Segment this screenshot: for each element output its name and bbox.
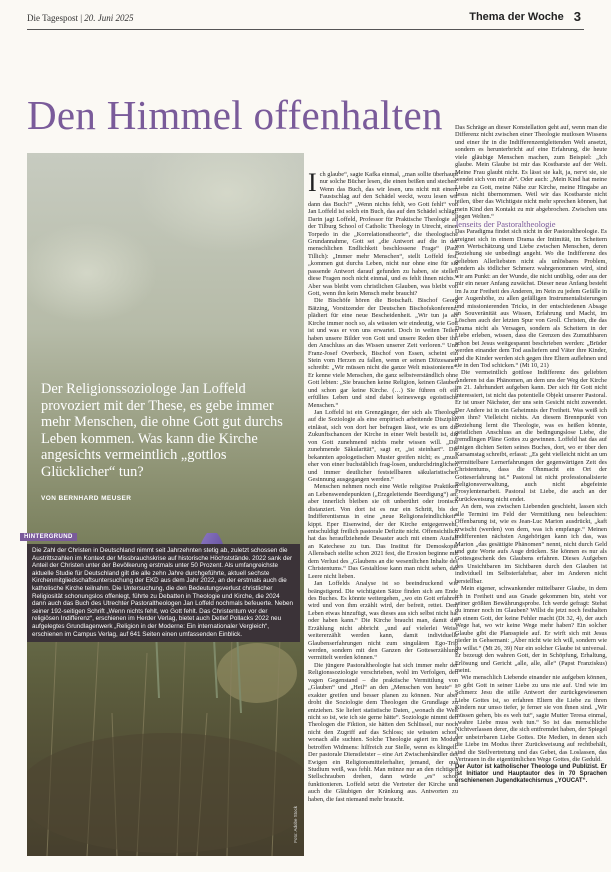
paragraph (308, 171, 458, 297)
paragraph: Das Paradigma findet sich nicht in der Pastoraltheologie. Es ereignet sich in einem Drama der Intimität, im Scheitern von Wertschätzung und Liebe zwischen Menschen, deren Beziehung sie unbedingt angeht. Wo die Indifferenz des geliebten Allerliebsten nicht als unlösbares Problem, sondern als tödlicher Schmerz wahrgenommen wird, sind wir am Punkt: an der Wunde, die nicht unüblig, oder aus der mir ein neuer Anfang zuwächst. Dieser neue Anfang besteht im Ja zur Freiheit des Anderen, im Nein zu jedem Gefälle in der Augenhöhe, zu allen gefälligen Instrumentalisierungen und missionierenden Tricks, in der entschiedenen Absage an Souveränität aus Wissen, Erfahrung und Macht, im Löschen auch der letzten Spur von Groll. Christen, die das Drama nicht als Versagen, sondern als Scheitern in der Liebe erleben, wissen, dass die Grenzen des Zumuthbaren schon bei Jesus weitgespannt beschrieben werden: „Brüder werden einander dem Tod ausliefern und Väter ihre Kinder, und die Kinder werden sich gegen ihre Eltern auflehnen und sie in den Tod schicken.“ (Mt 10, 21) (455, 228, 607, 369)
paragraph: Wie menschlich Liebende einander nie aufgeben können, so gibt Gott in seiner Liebe zu uns nie auf. Und wie im Schmerz Jesu die stille Antwort der zurückgewiesenen Liebe Gottes ist, so erfahren Eltern die Liebe zu ihren Kindern nur umso tiefer, je ferner sie von ihnen sind. „Wir müssen gehen, bis es weh tut“, sagte Mutter Teresa einmal, „wahre Liebe muss weh tun.“ So ist das menschliche Nichtverlassen derer, die sich entfremdet haben, der Spiegel der unbeirrbaren Liebe Gottes. Die Medien, in denen sich die Liebe im Modus ihrer Zurückweisung auf rechtbehält, sind die Stellvertretung und das Gebet, das Loslassen, das Vertrauen in die eigentümlichen Wege Gottes, die Geduld. (455, 674, 607, 764)
paragraph-text: ch glaube“, sagte Kafka einmal, „man sollte überhaupt nur solche Bücher lesen, die einen beißen und stechen. Wenn das Buch, das wir lesen, uns nicht mit einem Faustschlag auf den Schädel weckt, wozu lesen wir dann das Buch?“ „Wenn nichts fehlt, wo Gott fehlt“ von Jan Loffeld ist solch ein Buch, das auf den Schädel schlägt. Darin jagt Loffeld, Professor für Praktische Theologie an der Tilburg School of Catholic Theology in Utrecht, einen Torpedo in die „Korrelationstheorie“, die theologische Grundannahme, Gott sei „die Antwort auf die in der menschlichen Endlichkeit beschlossene Frage“ (Paul Tillich): „Immer mehr Menschen“, stellt Loffeld fest, „kommen gut durchs Leben, nicht nur ohne eine für sie passende Antwort darauf gefunden zu haben, sie stellen diese Fragen noch nicht einmal, und es fehlt ihnen nichts.“ Aber was bleibt vom christlichen Glauben, was bleibt von Gott, wenn ihn kein Mensch mehr braucht? (308, 171, 458, 297)
article-author: VON BERNHARD MEUSER (41, 495, 132, 502)
article-title (27, 91, 443, 139)
paragraph: Das Schräge an dieser Konstellation geht auf, wenn man die Differenz nicht zwischen einer Theologie mutlosen Wissens und einer ihr in die Indifferenzentgleitenden Welt ansetzt, sondern es herunterbricht auf eine Erfahrung, die heute viele gläubige Menschen machen, zum Beispiel: „Ich glaube. Mein Glaube ist mir das Kostbarste auf der Welt. Meine Frau glaubt nicht. Es lässt sie kalt, ja, nervt sie, sie wendet sich von mir ab“. Oder auch: „Mein Kind hat meine Liebe zu Gott, meine Nähe zur Kirche, meine Hingabe an Jesus nicht übernommen. Weil wir das Kostbarste nicht teilen, über das Wichtigste nicht mehr sprechen können, hat mein Kind den Kontakt zu mir abgebrochen. Zwischen uns liegen Welten.“ (455, 124, 607, 221)
paragraph: An dem, was zwischen Liebenden geschieht, lassen sich alle Termini im Feld der Vermittlung neu beleuchten: Offenbarung ist, wie es Jean-Luc Marion ausdrückt, „kaft erwischt (werden) von dem, was ich empfange.“ Meinen indifferenten nächsten Angehörigen kann ich das, was Marion „das gesättigte Phänomen“ nennt, nicht durch Geld und gute Worte aufs Auge drücken. Sie können es nur als Gottesgeschenk des Glaubens erfahren. Dieses Aufgeben des Unsichtbaren im Sichtbaren durch den Glauben ist individuell im Selbsterfahrbar, aber im Anderen nicht herstellbar. (455, 503, 607, 585)
header-rule (27, 29, 584, 30)
drop-cap: I (308, 171, 317, 197)
paragraph: Menschen nehmen noch eine Weile religiöse Praktiken an Lebenswendepunkten („Erzgeleitende Beerdigung“) an; aber innerlich bleiben sie oft unberührt oder ironisch distanziert. Von dort ist es nur ein Schritt, bis der Indifferentismus in eine „neue Religionsfeindlichkeit“ kippt. Eper Eisenwind, der der Kirche entgegenweht, entschuldigt freilich pastorale Defizite nicht. Offensichtlich hat das herauflziehende Desaster auch mit einem Ausfall an Katechese zu tun. Das Institut für Demoskopie Allensbach stellte schon 2021 fest, die Erosion beginne mit dem Verlust des „Glaubens an die wesentlichen Inhalte des Christentums.“ Das Gestaltlose kann man nicht sehen, das Leere nicht lieben. (308, 483, 458, 580)
paragraph: Jan Loffelds Analyse ist so beeindruckend wie beängstigend. Die wichtigsten Sätze finden sich am Ende des Buches. Es könnte weitergehen, „wo ein Gott erfahren wird und von ihm erzählt wird, der befreit, rettet. Dem Leben etwas hinzufügt, was dieses aus sich selbst nicht hat oder haben kann.“ Die Kirche braucht man, damit die Erzählung nicht abbricht „und auf vielerlei Weise weitererzählt werden kann, damit individuelle Glaubenserfahrungen nicht zum singulären Ego-Trip werden, sondern mit den Ganzen der Gotteserzählung vermittelt werden können.“ (308, 580, 458, 662)
section-name: Thema der Woche (469, 10, 564, 23)
title-part-2: offenhalten (253, 92, 443, 138)
publication-name: Die Tagespost (27, 13, 78, 23)
article-column-2 (455, 124, 607, 859)
pasque-flower-photo (27, 153, 304, 856)
background-box: Die Zahl der Christen in Deutschland nimmt seit Jahrzehnten stetig ab, zuletzt schossen die Austrittszahlen im Kontext der Missbrauchskrise auf historische Höchststände. 2022 sank der Anteil der Christen unter der Bevölkerung erstmals unter 50 Prozent. Als umfangreichste aktuelle Studie für Deutschland gilt die alle zehn Jahre durchgeführte, aktuell sechste Kirchenmitgliedschaftsuntersuchung der EKD aus dem Jahr 2022, an der erstmals auch die katholische Kirche teilnahm. Die Untersuchung, die den Bedeutungsverlust christlicher Religiosität schonungslos offenlegt, führte zu Debatten in Theologie und Kirche, die 2024 dann auch das Buch des Utrechter Pastoraltheologen Jan Loffeld nochmals befeuerte. Neben seiner 192-seitigen Schrift „Wenn nichts fehlt, wo Gott fehlt. Das Christentum vor der religiösen Indifferenz“, erschienen im Herder Verlag, bietet auch Detlef Pollacks 2022 neu aufgelegtes Grundlagenwerk „Religion in der Moderne: Ein internationaler Vergleich“, erschienen im Campus Verlag, auf 641 Seiten einen umfassenden Einblick. (27, 544, 300, 642)
paragraph: Die jüngere Pastoraltheologie hat sich immer mehr der Religionssoziologie verschrieben, wohl im Verfolgen, den vagen Gegenstand – die praktische Vermittlung von „Glauben“ und „Heil“ an den „Menschen von heute“ – exakter greifen und besser planen zu können. Nur aber droht die Soziologie dem Theologen die Grundlage zu entziehen. Sie liefert statistische Daten, „wonach die Welt nicht so ist, wie ich sie gerne hätte“. Soziologie nimmt den Theologen die Fiktion, sie hätten den Schlüssel, nur noch nicht den Zugriff auf das Schloss; sie wüssten schon, wonach alle suchten. Solche Theologie agiert im Modus betroffen Widmens: hilfreich zur Stelle, wenn es klingelt. Der pastorale Dienstleister – eine Art Zwischenhändler des Ewigen ein Religionsmittelerhalter, jemand, der qua Studium weiß, was fehlt. Man münze nur an den richtigen Stellschrauben drehen, dann würde „es“ schon funktionieren. Loffeld setzt die Vertreter der Kirche und auch die Gläubigen der Kränkung aus. Antworten zu haben, die fast niemand mehr braucht. (308, 661, 458, 803)
publication-date: 20. Juni 2025 (84, 13, 134, 23)
page-number: 3 (573, 9, 581, 24)
article-photo (27, 153, 304, 856)
article-column-1 (308, 171, 458, 859)
author-bio: Der Autor ist katholischer Theologe und Publizist. Er ist Initiator und Hauptautor des in 70 Sprachen erschienenen Jugendkatechismus „YOUCAT“. (455, 763, 607, 785)
background-label: HINTERGRUND (20, 533, 77, 541)
header-publication: Die Tagespost | 20. Juni 2025 (27, 13, 134, 23)
title-part-1: Den Himmel (27, 92, 243, 138)
article-lead: Der Religionssoziologe Jan Loffeld provoziert mit der These, es gebe immer mehr Menschen, die ohne Gott gut durchs Leben kommen. Was kann die Kirche angesichts vermeintlich „gottlos Glücklicher“ tun? (41, 381, 283, 480)
subheading: Jenseits der Pastoraltheologie (455, 218, 556, 229)
paragraph: Die vermeintlich gottlose Indifferenz des geliebten Anderen ist das Phänomen, an dem uns der Weg der Kirche im 21. Jahrhundert aufgeben kann. Der sich für Gott nicht interessiert, ist nicht das potentielle Objekt unserer Pastoral. Er ist unser Nächster, der uns sein Gesicht nicht zuwendet. Der Andere ist in ein Geheimnis der Freiheit. Was weiß ich von ihm? Vielleicht nichts. An diesem Brennpunkt von Beziehung lernt die Theologie, was es heißen könnte, geistlichen Anschluss an die bedingungslose Liebe, die fremdlingen Pläne Gottes zu gewinnen. Loffeld hat das auf einigen dichten Seiten seines Buches, dort, wo er über den Karsamstag schreibt, erfasst: „Es geht vielleicht nicht an um vermittelbare Lernerfahrungen der gegenwärtigen Zeit des Christentums, dass die Ohnmacht ein Ort der Gotteserfahrung ist.“ Pastoral ist nicht professionalisierte Religionsverwaltung, auch nicht abgefeinte Prosylentenarbeit. Pastoral ist Liebe, die auch an der Zurückweisung nicht endet. (455, 369, 607, 503)
photo-credit: Foto: Adobe Stock (293, 806, 298, 843)
paragraph: Die Bischöfe hören die Botschaft. Bischof Georg Bätzing, Vorsitzender der Deutschen Bischofskonferenz, plädiert für eine neue Bescheidenheit. „Wir tun ja als Kirche immer noch so, als wüssten wir eindeutig, wie Gott ist und was er von uns erwartet. Doch in weiten Teilen haben unsere Bilder von Gott und unsere Reden über ihn den Anschluss an das Wissen unserer Zeit verloren.“ Und Franz-Josef Overbeck, Bischof von Essen, scheint ein Stein vom Herzen zu fallen, wenn er seinen Diözesanen schreibt: „Wir müssen nicht die ganze Welt missionieren“. Er kenne viele Menschen, die ganz selbstverständlich ohne Gott lebten: „Sie brauchen keine Religion, keinen Glauben und schon gar keine Kirche. (…) Sie führen oft ein erfülltes Leben und sind dabei keineswegs egoistische Menschen.“ (308, 297, 458, 409)
header-section (469, 9, 581, 24)
paragraph: Mein eigener, schwankender mittelbarer Glaube, in dem ich in Freiheit und aus Gnade gekommen bin, steht vor seiner größten Bewährungsprobe. Ich werde gefragt: Stehst du immer noch im Glauben? Willst du jetzt noch festhalten an einem Gott, der keine Fehler macht (Dt 32, 4), der auch Wege hat, wo wir keine Wege mehr haben? Ein solcher Glaube gibt die Plansspiele auf. Er wirft sich mit Jesus nieder in Gehsemani: „Aber nicht wie ich will, sondern wie du willst.“ (Mt 26, 39) Nur ein solcher Glaube ist universal. Er bezeugt den wahren Gott, der in Schöpfung, Erhaltung, Erlösung und Gericht „alle, alle, alle“ (Papst Franziskus) meint. (455, 585, 607, 674)
paragraph: Jan Loffeld ist ein Grenzgänger, der sich als Theologe auf die Soziologie als eine empirisch arbeitende Disziplin einlässt, sich von dort her befragen lässt, wie es um die Zukunftschancen der Kirche in einer Welt bestellt ist, die von Gott zunehmend nichts mehr wissen will. „Die zunehmende Säkularität“, sagt er, „ist steinhart“. Die bekannten apologetischen Muster greifen nicht; es „muss eher von einer buchstäblich frag-losen, undurchdringlichen und immer deutlicher feststellbaren säkularistischen Gesinnung ausgegangen werden.“ (308, 409, 458, 483)
